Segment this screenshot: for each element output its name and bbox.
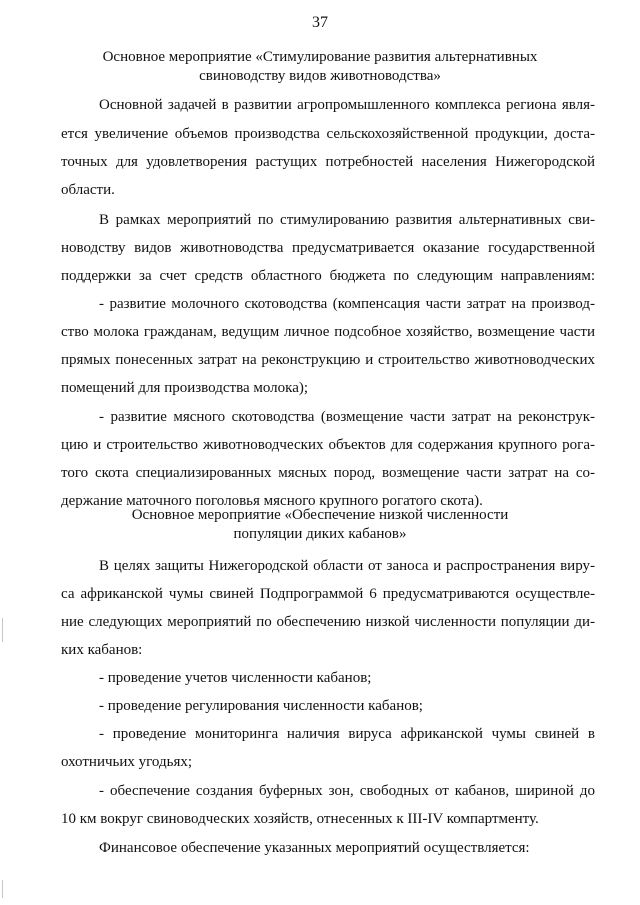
heading-line: свиноводству видов животноводства» [199,68,441,84]
scan-margin-mark [2,880,3,898]
scan-margin-mark [2,618,3,642]
text-line: цию и строительство животноводческих объектов для содержания крупного рога- [61,437,595,453]
text-line: - развитие молочного скотоводства (компенсация части затрат на производ- [99,296,595,312]
text-line: Финансовое обеспечение указанных мероприятий осуществляется: [99,840,530,856]
text-line: Основной задачей в развитии агропромышленного комплекса региона явля- [99,97,595,113]
text-line: точных для удовлетворения растущих потребностей населения Нижегородской [61,154,595,170]
text-line: - обеспечение создания буферных зон, свободных от кабанов, шириной до [99,783,595,799]
text-line: помещений для производства молока); [61,380,309,396]
text-line: - развитие мясного скотоводства (возмещение части затрат на реконструк- [99,409,595,425]
text-line: охотничьих угодьях; [61,754,193,770]
text-line: В рамках мероприятий по стимулированию развития альтернативных сви- [99,212,595,228]
text-line: ется увеличение объемов производства сельскохозяйственной продукции, доста- [61,126,595,142]
section-heading-alternative-livestock [0,48,640,86]
text-line: ние следующих мероприятий по обеспечению низкой численности популяции ди- [61,614,595,630]
text-line: ких кабанов: [61,642,143,658]
text-line: - проведение регулирования численности кабанов; [99,698,423,714]
heading-line: Основное мероприятие «Стимулирование развития альтернативных [102,49,538,65]
text-line: новодству видов животноводства предусматривается оказание государственной [61,240,595,256]
section-heading-wild-boar [0,506,640,544]
text-line: ство молока гражданам, ведущим личное подсобное хозяйство, возмещение части [61,324,595,340]
text-line: держание маточного поголовья мясного крупного рогатого скота). [61,493,483,509]
heading-line: популяции диких кабанов» [233,526,407,542]
heading-line: Основное мероприятие «Обеспечение низкой численности [131,507,509,523]
page-number: 37 [312,14,328,31]
text-line: прямых понесенных затрат на реконструкцию и строительство животноводческих [61,352,595,368]
text-line: - проведение мониторинга наличия вируса африканской чумы свиней в [99,726,595,742]
text-line: области. [61,182,115,198]
text-line: В целях защиты Нижегородской области от заноса и распространения виру- [99,558,595,574]
text-line: - проведение учетов численности кабанов; [99,670,372,686]
text-line: того скота специализированных мясных пород, возмещение части затрат на со- [61,465,595,481]
text-line: са африканской чумы свиней Подпрограммой 6 предусматриваются осуществле- [61,586,595,602]
text-line: поддержки за счет средств областного бюджета по следующим направлениям: [61,268,595,284]
text-line: 10 км вокруг свиноводческих хозяйств, отнесенных к III-IV компартменту. [61,811,539,827]
